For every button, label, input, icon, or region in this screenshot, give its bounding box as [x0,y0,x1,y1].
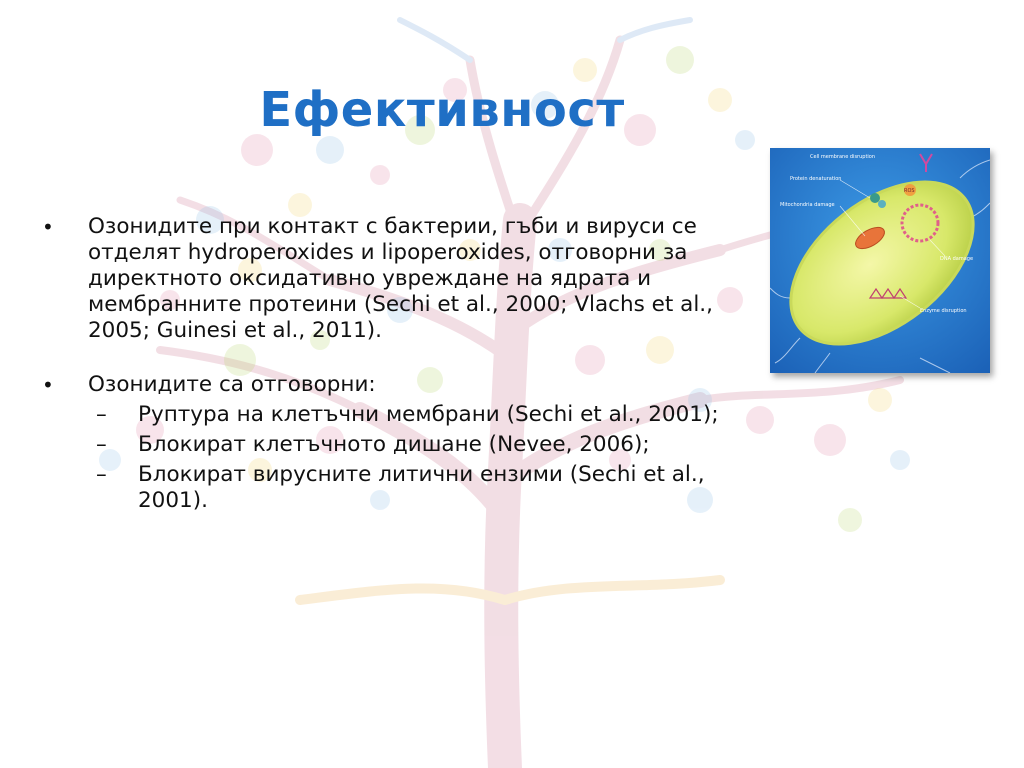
sub-bullet-text: Руптура на клетъчни мембрани (Sechi et al., 2001); [138,402,719,427]
slide-title: Ефективност [259,82,625,138]
dash-symbol: – [96,402,107,427]
dash-symbol: – [96,432,107,457]
bullet-text: Озонидите са отговорни: [88,372,376,397]
sub-bullet-item [42,432,742,458]
dash-symbol: – [96,462,107,487]
sub-bullet-text: Блокират клетъчното дишане (Nevee, 2006); [138,432,650,457]
bullet-item [42,372,742,398]
figure-label-enzyme: Enzyme disruption [920,308,967,314]
bullet-text: Озонидите при контакт с бактерии, гъби и вируси се отделят hydroperoxides и lipoperoxides, отговорни за директното оксидативно увреждане на ядрата и мембранните протеини (Sechi et al., 2000; Vlachs et al., 2005; Guinesi et al., 2011). [88,214,713,343]
sub-bullet-text: Блокират вирусните литични ензими (Sechi et al., 2001). [138,462,705,513]
sub-bullet-item [42,462,742,514]
figure-label-mitochondria: Mitochondria damage [780,202,835,208]
slide-content [42,214,742,514]
bullet-symbol: • [42,215,54,239]
bullet-item [42,214,742,344]
figure-label-cell-membrane: Cell membrane disruption [810,154,876,160]
bacterium-ozone-damage-image [770,148,990,373]
figure-label-ros: ROS [904,188,915,194]
figure-label-protein: Protein denaturation [790,176,842,182]
bullet-symbol: • [42,373,54,397]
sub-bullet-item [42,402,742,428]
figure-label-dna: DNA damage [940,256,974,262]
